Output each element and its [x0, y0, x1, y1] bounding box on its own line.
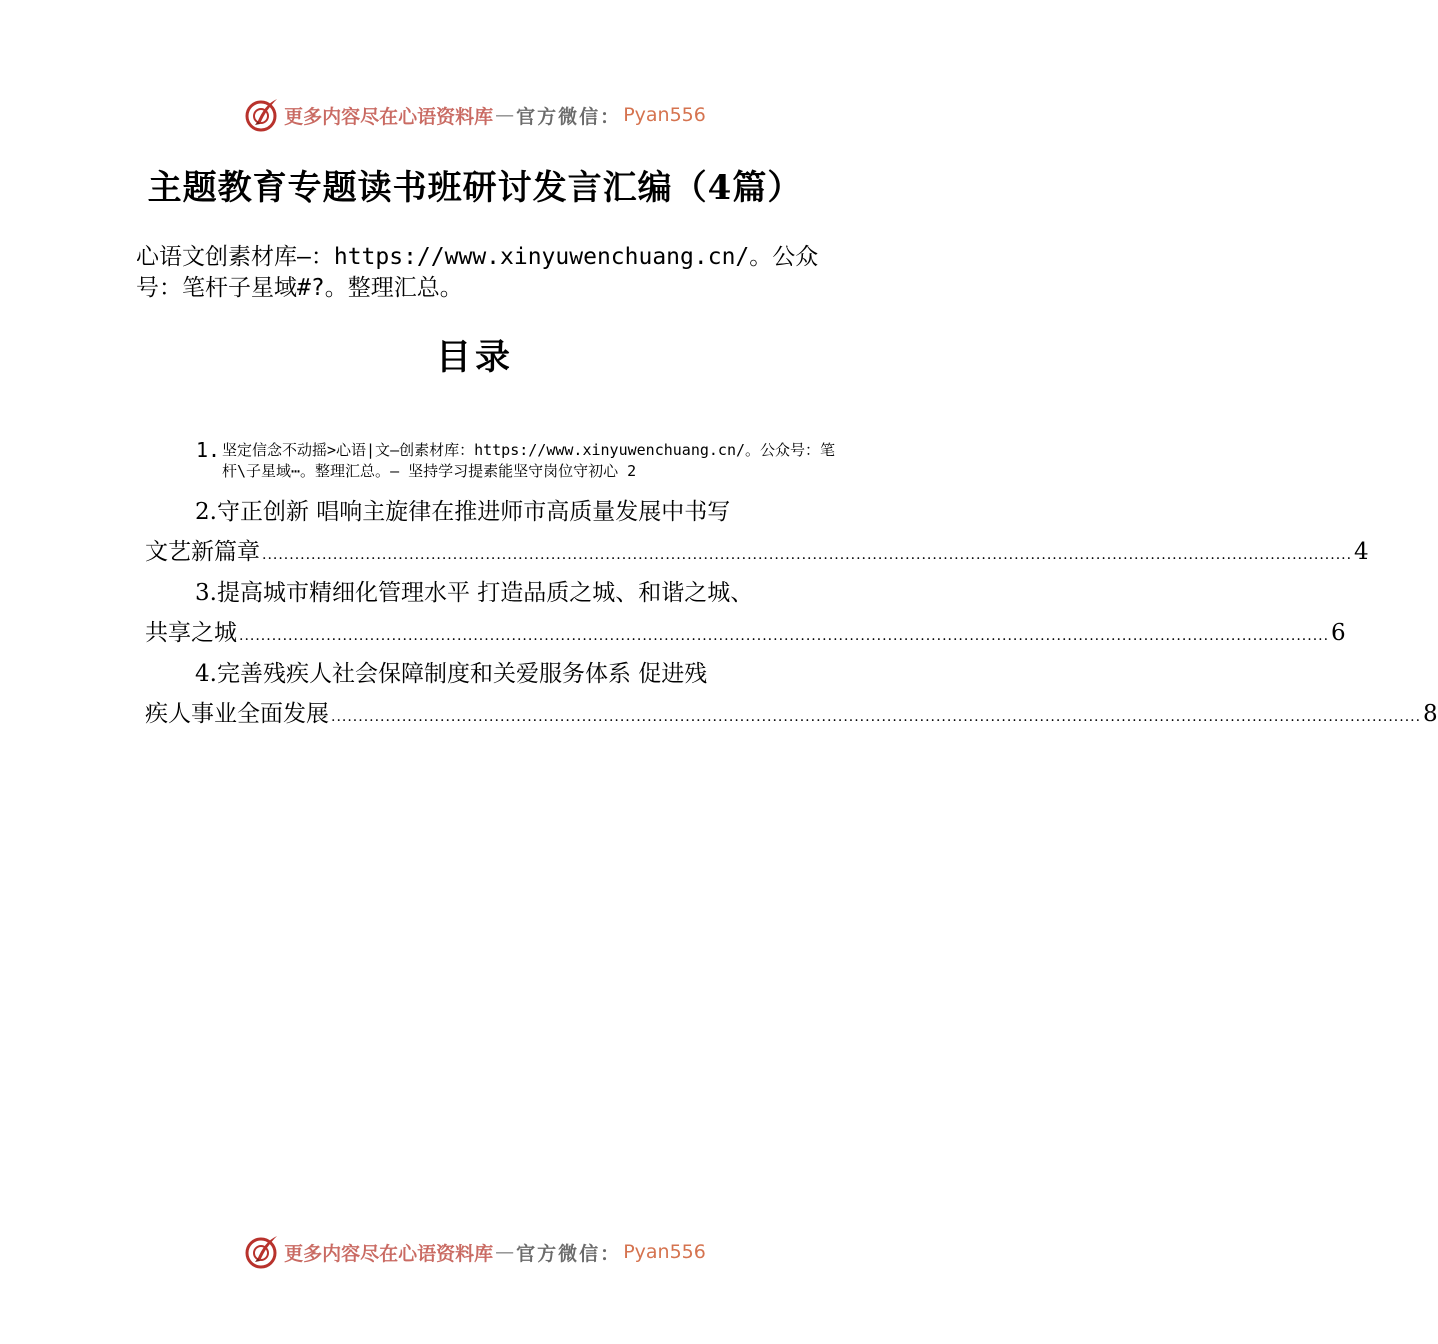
banner-wechat-id: Pyan556 — [623, 104, 706, 126]
toc-leader-dots: ........................................................................................................................................................................................................ — [331, 709, 1422, 725]
toc-entry-number: 1. — [196, 438, 221, 462]
toc-entry-title-cont: 疾人事业全面发展 — [145, 701, 329, 727]
toc-entry-1[interactable] — [196, 440, 846, 482]
toc-entry-4[interactable] — [145, 654, 1438, 737]
toc-page-number: 8 — [1423, 701, 1438, 727]
toc-entry-title-cont: 共享之城 — [145, 620, 237, 646]
toc-leader-dots: ........................................................................................................................................................................................................ — [262, 547, 1353, 563]
toc-page-number: 4 — [1354, 539, 1369, 565]
banner-official-label: 官方微信： — [516, 105, 622, 128]
footer-banner — [0, 1232, 950, 1272]
toc-heading: 目录 — [435, 337, 514, 378]
toc-entry-text: 坚定信念不动摇>心语|文—创素材库：https://www.xinyuwenchuang.cn/。公众号：笔杆\子星域⋯。整理汇总。— 坚持学习提素能坚守岗位守初心 2 — [222, 441, 836, 480]
banner-main-text: 更多内容尽在心语资料库 — [284, 105, 494, 128]
toc-entry-title: 4.完善残疾人社会保障制度和关爱服务体系 促进残 — [195, 661, 708, 687]
header-banner — [0, 95, 950, 135]
quill-logo-icon — [244, 1234, 280, 1270]
quill-logo-icon — [244, 97, 280, 133]
source-note: 心语文创素材库—：https://www.xinyuwenchuang.cn/。公众号：笔杆子星域#?。整理汇总。 — [136, 244, 819, 301]
banner-wechat-id: Pyan556 — [623, 1241, 706, 1263]
banner-main-text: 更多内容尽在心语资料库 — [284, 1242, 494, 1265]
toc-entry-title: 2.守正创新 唱响主旋律在推进师市高质量发展中书写 — [195, 499, 731, 525]
toc-entry-2[interactable] — [145, 492, 1369, 575]
toc-page-number: 6 — [1331, 620, 1346, 646]
banner-official-label: 官方微信： — [516, 1242, 622, 1265]
toc-leader-dots: ........................................................................................................................................................................................................ — [239, 628, 1330, 644]
toc-entry-title: 3.提高城市精细化管理水平 打造品质之城、和谐之城、 — [195, 580, 754, 606]
toc-entry-title-cont: 文艺新篇章 — [145, 539, 260, 565]
toc-entry-3[interactable] — [145, 573, 1346, 656]
banner-dash: — — [495, 1241, 515, 1263]
document-title: 主题教育专题读书班研讨发言汇编（4篇） — [147, 168, 803, 208]
banner-dash: — — [495, 104, 515, 126]
